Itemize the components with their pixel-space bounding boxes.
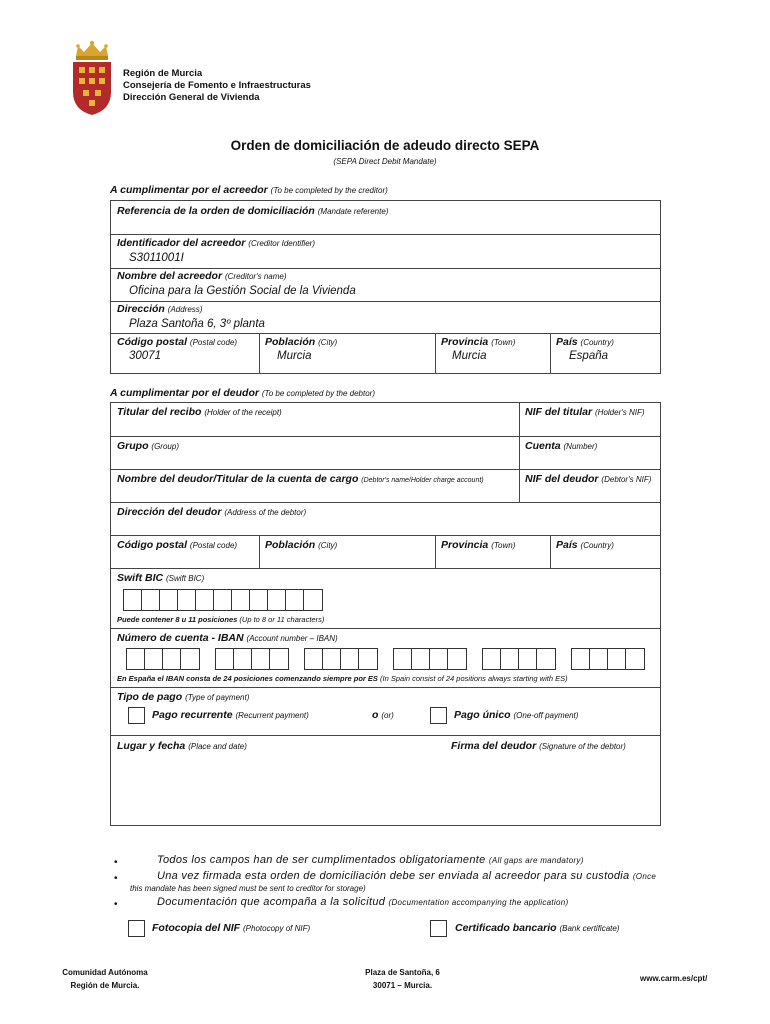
- swift-cell[interactable]: [213, 589, 233, 611]
- swift-cell[interactable]: [141, 589, 161, 611]
- swift-cell[interactable]: [303, 589, 323, 611]
- footer-website-link[interactable]: www.carm.es/cpt/: [640, 974, 708, 983]
- note-mandatory: Todos los campos han de ser cumplimentados obligatoriamente (All gaps are mandatory): [157, 854, 584, 866]
- iban-cell[interactable]: [322, 648, 342, 670]
- debtor-box: [110, 402, 661, 826]
- iban-cell[interactable]: [589, 648, 609, 670]
- creditor-postal-value: 30071: [129, 350, 161, 362]
- creditor-id-value: S3011001I: [129, 252, 184, 264]
- creditor-province-label: Provincia (Town): [441, 336, 516, 348]
- swift-cell[interactable]: [249, 589, 269, 611]
- debtor-nif-field[interactable]: NIF del deudor (Debtor's NIF): [525, 473, 652, 485]
- place-date-field[interactable]: Lugar y fecha (Place and date): [117, 740, 247, 752]
- iban-cell[interactable]: [304, 648, 324, 670]
- creditor-address-label: Dirección (Address): [117, 303, 203, 315]
- footer-center: Plaza de Santoña, 6 30071 – Murcia.: [365, 968, 440, 990]
- iban-cell[interactable]: [500, 648, 520, 670]
- debtor-postal-field[interactable]: Código postal (Postal code): [117, 539, 238, 551]
- debtor-province-field[interactable]: Provincia (Town): [441, 539, 516, 551]
- debtor-name-field[interactable]: Nombre del deudor/Titular de la cuenta de cargo (Debtor's name/Holder charge account): [117, 473, 484, 485]
- bullet-icon: •: [114, 857, 118, 868]
- document-title: Orden de domiciliación de adeudo directo SEPA: [230, 138, 540, 153]
- bank-certificate-checkbox[interactable]: [430, 920, 447, 937]
- debtor-signature-field[interactable]: Firma del deudor (Signature of the debtor): [451, 740, 626, 752]
- swift-cell[interactable]: [231, 589, 251, 611]
- swift-cell[interactable]: [123, 589, 143, 611]
- debtor-address-field[interactable]: Dirección del deudor (Address of the debtor): [117, 506, 307, 518]
- swift-cell[interactable]: [177, 589, 197, 611]
- creditor-country-label: País (Country): [556, 336, 614, 348]
- creditor-address-value: Plaza Santoña 6, 3º planta: [129, 318, 265, 330]
- iban-cell[interactable]: [411, 648, 431, 670]
- group-field[interactable]: Grupo (Group): [117, 440, 179, 452]
- holder-nif-field[interactable]: NIF del titular (Holder's NIF): [525, 406, 645, 418]
- iban-label: Número de cuenta - IBAN (Account number – IBAN): [117, 632, 338, 644]
- iban-note: En España el IBAN consta de 24 posiciones comenzando siempre por ES (In Spain consist of 24 positions always starting with ES): [117, 674, 568, 683]
- iban-cell[interactable]: [358, 648, 378, 670]
- creditor-country-value: España: [569, 350, 609, 362]
- bullet-icon: •: [114, 899, 118, 910]
- iban-cell[interactable]: [482, 648, 502, 670]
- swift-cell[interactable]: [195, 589, 215, 611]
- recurrent-payment-checkbox[interactable]: [128, 707, 145, 724]
- swift-cell[interactable]: [267, 589, 287, 611]
- creditor-city-value: Murcia: [277, 350, 312, 362]
- org-ministry: Consejería de Fomento e Infraestructuras: [123, 80, 311, 91]
- one-off-payment-label: Pago único (One-off payment): [454, 709, 579, 721]
- iban-cell[interactable]: [571, 648, 591, 670]
- nif-photocopy-label: Fotocopia del NIF (Photocopy of NIF): [152, 922, 311, 934]
- recurrent-payment-label: Pago recurrente (Recurrent payment): [152, 709, 309, 721]
- note-send-to-creditor: Una vez firmada esta orden de domiciliación debe ser enviada al acreedor para su custodia (Once: [157, 870, 657, 882]
- iban-cell[interactable]: [233, 648, 253, 670]
- debtor-country-field[interactable]: País (Country): [556, 539, 614, 551]
- creditor-city-label: Población (City): [265, 336, 338, 348]
- creditor-id-label: Identificador del acreedor (Creditor Identifier): [117, 237, 315, 249]
- swift-note: Puede contener 8 u 11 posiciones (Up to 8 or 11 characters): [117, 615, 325, 624]
- receipt-holder-field[interactable]: Titular del recibo (Holder of the receipt): [117, 406, 282, 418]
- swift-cell[interactable]: [285, 589, 305, 611]
- iban-cell[interactable]: [126, 648, 146, 670]
- mandate-reference-field[interactable]: Referencia de la orden de domiciliación (Mandate referente): [117, 205, 389, 217]
- or-label: o (or): [372, 709, 394, 721]
- iban-cell[interactable]: [518, 648, 538, 670]
- header: [0, 0, 770, 130]
- footer-left: Comunidad Autónoma Región de Murcia.: [62, 968, 148, 990]
- note-send-to-creditor-en: this mandate has been signed must be sent to creditor for storage): [130, 884, 366, 893]
- creditor-postal-label: Código postal (Postal code): [117, 336, 238, 348]
- bullet-icon: •: [114, 873, 118, 884]
- account-field[interactable]: Cuenta (Number): [525, 440, 598, 452]
- creditor-province-value: Murcia: [452, 350, 487, 362]
- murcia-crest-icon: [70, 40, 114, 116]
- iban-cell[interactable]: [393, 648, 413, 670]
- one-off-payment-checkbox[interactable]: [430, 707, 447, 724]
- swift-cell[interactable]: [159, 589, 179, 611]
- iban-cell[interactable]: [447, 648, 467, 670]
- iban-cell[interactable]: [144, 648, 164, 670]
- iban-cell[interactable]: [340, 648, 360, 670]
- iban-cell[interactable]: [180, 648, 200, 670]
- org-region: Región de Murcia: [123, 68, 203, 79]
- iban-cell[interactable]: [162, 648, 182, 670]
- debtor-city-field[interactable]: Población (City): [265, 539, 338, 551]
- iban-cell[interactable]: [536, 648, 556, 670]
- creditor-name-label: Nombre del acreedor (Creditor's name): [117, 270, 287, 282]
- iban-input[interactable]: [126, 648, 616, 670]
- iban-cell[interactable]: [251, 648, 271, 670]
- bank-certificate-label: Certificado bancario (Bank certificate): [455, 922, 620, 934]
- creditor-section-heading: A cumplimentar por el acreedor (To be completed by the creditor): [110, 184, 388, 196]
- swift-bic-label: Swift BIC (Swift BIC): [117, 572, 205, 584]
- iban-cell[interactable]: [269, 648, 289, 670]
- nif-photocopy-checkbox[interactable]: [128, 920, 145, 937]
- iban-cell[interactable]: [429, 648, 449, 670]
- debtor-section-heading: A cumplimentar por el deudor (To be completed by the debtor): [110, 387, 375, 399]
- swift-bic-input[interactable]: [123, 589, 325, 611]
- iban-cell[interactable]: [625, 648, 645, 670]
- org-directorate: Dirección General de Vivienda: [123, 92, 260, 103]
- note-documentation: Documentación que acompaña a la solicitud (Documentation accompanying the application): [157, 896, 569, 908]
- creditor-name-value: Oficina para la Gestión Social de la Vivienda: [129, 285, 356, 297]
- payment-type-label: Tipo de pago (Type of payment): [117, 691, 250, 703]
- iban-cell[interactable]: [215, 648, 235, 670]
- iban-cell[interactable]: [607, 648, 627, 670]
- document-subtitle: (SEPA Direct Debit Mandate): [333, 157, 437, 166]
